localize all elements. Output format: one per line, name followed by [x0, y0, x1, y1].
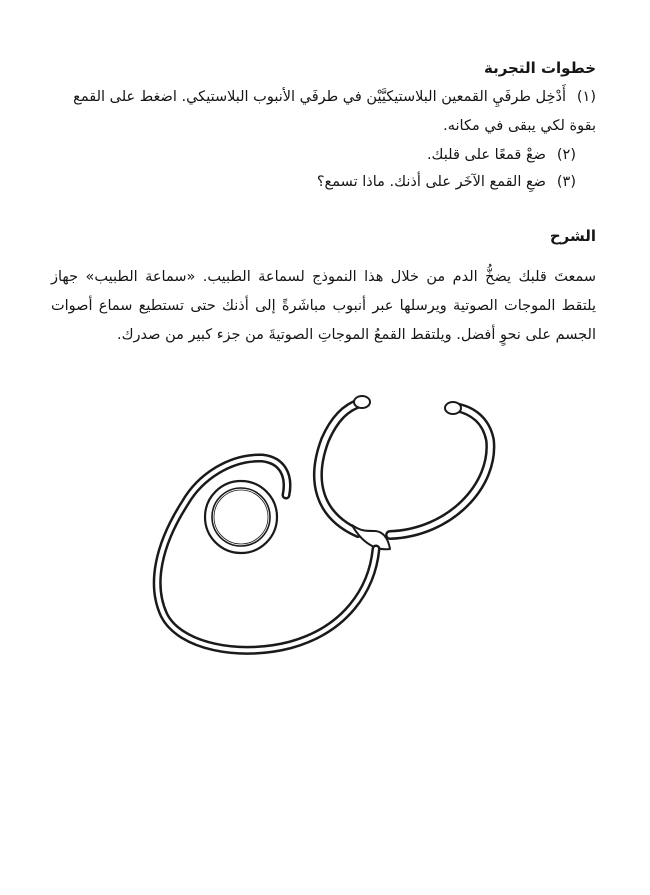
step-number: (٣) — [556, 174, 576, 190]
step-text: ضعِ القمع الآخَر على أذنك. ماذا تسمع؟ — [316, 174, 546, 190]
explanation-paragraph: سمعتَ قلبك يضخُّ الدم من خلال هذا النموذج لسماعة الطبيب. «سماعة الطبيب» جهاز يلتقط الموجات الصوتية ويرسلها عبر أنبوب مباشَرةً إلى أذنك حتى تستطيع سماع أصوات الجسم على نحوٍ أفضل. ويلتقط القمعُ الموجاتِ الصوتيةَ من جزء كبير من صدرك. — [51, 269, 596, 343]
step-2 — [51, 141, 596, 170]
step-number: (٢) — [556, 147, 576, 163]
step-text: ضعْ قمعًا على قلبك. — [426, 147, 546, 163]
step-3 — [51, 168, 596, 197]
explanation-heading: الشرح — [549, 227, 596, 245]
step-1 — [51, 83, 596, 141]
step-number: (١) — [576, 89, 596, 105]
stethoscope-icon — [150, 385, 510, 670]
stethoscope-illustration — [150, 385, 510, 670]
steps-heading: خطوات التجربة — [483, 59, 596, 77]
step-text: أَدْخِل طرفَيِ القمعين البلاستيكيَّيْن في طرفَي الأنبوب البلاستيكي. اضغط على القمع بقوة لكي يبقى في مكانه. — [73, 89, 596, 134]
